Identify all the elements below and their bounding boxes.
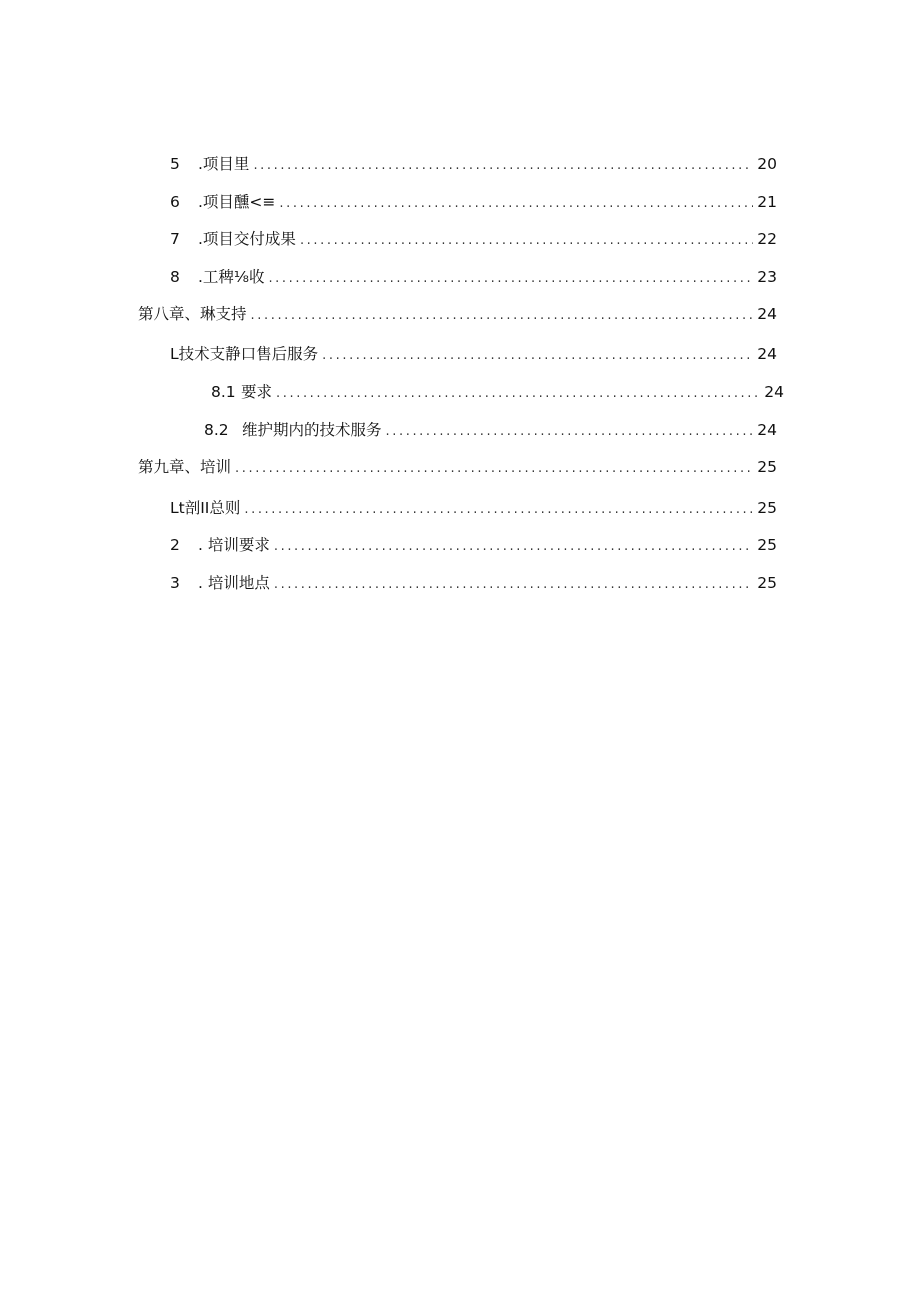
toc-entry-page: 24 bbox=[757, 421, 777, 439]
toc-dot-leader bbox=[276, 384, 760, 404]
toc-dot-leader bbox=[274, 575, 753, 595]
toc-subentry[interactable] bbox=[204, 420, 777, 440]
toc-entry-number: 3 bbox=[170, 574, 180, 592]
toc-chapter-entry[interactable] bbox=[138, 304, 777, 324]
toc-entry-title: Lt剖II总则 bbox=[170, 499, 241, 517]
toc-entry-page: 25 bbox=[757, 499, 777, 517]
toc-entry-title: . 培训要求 bbox=[198, 536, 270, 554]
toc-chapter-title: 第九章、培训 bbox=[138, 458, 232, 476]
toc-entry-page: 21 bbox=[757, 193, 777, 211]
toc-entry-number: 8.2 bbox=[204, 421, 229, 439]
toc-entry[interactable] bbox=[170, 535, 777, 555]
toc-entry-page: 25 bbox=[757, 458, 777, 476]
toc-chapter-title: 第八章、琳支持 bbox=[138, 305, 247, 323]
toc-entry-page: 22 bbox=[757, 230, 777, 248]
toc-dot-leader bbox=[244, 500, 753, 520]
toc-entry-page: 24 bbox=[757, 305, 777, 323]
toc-entry-page: 24 bbox=[757, 345, 777, 363]
toc-entry[interactable] bbox=[170, 344, 777, 364]
toc-entry-title: 要求 bbox=[241, 383, 273, 401]
toc-entry-page: 24 bbox=[764, 383, 784, 401]
toc-entry[interactable] bbox=[170, 154, 777, 174]
toc-entry-number: 6 bbox=[170, 193, 180, 211]
toc-entry[interactable] bbox=[170, 229, 777, 249]
toc-dot-leader bbox=[322, 346, 753, 366]
toc-entry-number: 8 bbox=[170, 268, 180, 286]
toc-dot-leader bbox=[279, 194, 753, 214]
toc-entry-page: 25 bbox=[757, 536, 777, 554]
toc-entry-title: 维护期内的技术服务 bbox=[242, 421, 382, 439]
toc-dot-leader bbox=[274, 537, 753, 557]
toc-entry[interactable] bbox=[170, 498, 777, 518]
toc-dot-leader bbox=[253, 156, 753, 176]
toc-entry-number: 2 bbox=[170, 536, 180, 554]
toc-entry[interactable] bbox=[170, 192, 777, 212]
toc-entry-title: .项目里 bbox=[198, 155, 250, 173]
toc-entry-title: L技术支静口售后服务 bbox=[170, 345, 319, 363]
toc-dot-leader bbox=[300, 231, 753, 251]
toc-dot-leader bbox=[268, 269, 753, 289]
toc-entry[interactable] bbox=[170, 573, 777, 593]
toc-entry-page: 23 bbox=[757, 268, 777, 286]
toc-entry-number: 8.1 bbox=[211, 383, 236, 401]
toc-entry-title: .工稗⅛收 bbox=[198, 268, 265, 286]
toc-entry-page: 25 bbox=[757, 574, 777, 592]
toc-subentry[interactable] bbox=[211, 382, 784, 402]
toc-entry-number: 7 bbox=[170, 230, 180, 248]
toc-dot-leader bbox=[251, 306, 754, 326]
toc-entry-title: .项目交付成果 bbox=[198, 230, 296, 248]
toc-entry-title: .项目醺<≡ bbox=[198, 193, 276, 211]
toc-entry-page: 20 bbox=[757, 155, 777, 173]
toc-dot-leader bbox=[386, 422, 754, 442]
toc-entry[interactable] bbox=[170, 267, 777, 287]
toc-dot-leader bbox=[235, 459, 753, 479]
toc-entry-title: . 培训地点 bbox=[198, 574, 270, 592]
toc-chapter-entry[interactable] bbox=[138, 457, 777, 477]
toc-entry-number: 5 bbox=[170, 155, 180, 173]
